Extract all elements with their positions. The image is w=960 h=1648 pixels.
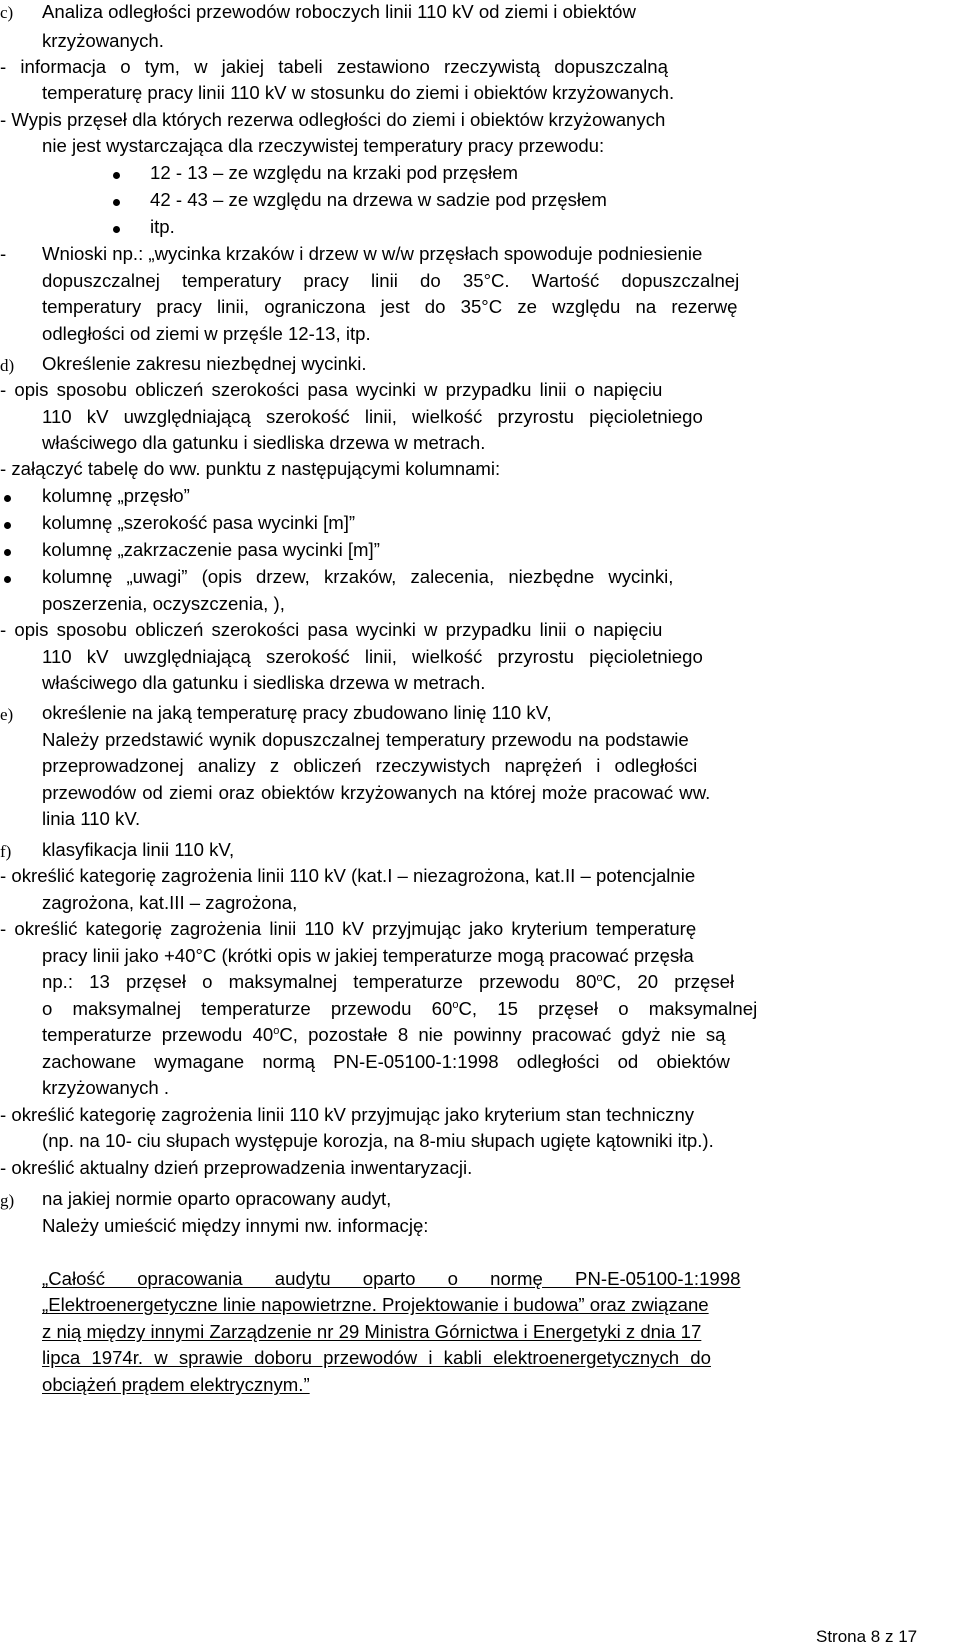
list-item: kolumnę „zakrzaczenie pasa wycinki [m]” [42, 539, 380, 560]
zalaczyc-line: - załączyć tabelę do ww. punktu z następującymi kolumnami: [0, 458, 501, 479]
list-item: itp. [150, 216, 175, 237]
section-g-marker: g) [0, 1191, 15, 1210]
section-d-heading: Określenie zakresu niezbędnej wycinki. [42, 353, 367, 374]
wnioski-dash: - [0, 243, 7, 264]
wnioski-line4: odległości od ziemi w przęśle 12-13, itp. [42, 323, 371, 344]
section-c-heading-line1 [42, 3, 912, 22]
bullet-dot [4, 522, 11, 529]
opis-line2: 110 kV uwzględniającą szerokość linii, wielkość przyrostu pięcioletniego [42, 406, 703, 427]
bullet-dot [4, 576, 11, 583]
kategoria2-line5 [42, 1026, 726, 1045]
opis2-line2: 110 kV uwzględniającą szerokość linii, wielkość przyrostu pięcioletniego [42, 646, 703, 667]
wypis-line2: nie jest wystarczająca dla rzeczywistej temperatury pracy przewodu: [42, 135, 605, 156]
dzien-inwentaryzacji-line: - określić aktualny dzień przeprowadzenia inwentaryzacji. [0, 1157, 473, 1178]
page-number: Strona 8 z 17 [816, 1627, 918, 1646]
section-g-para: Należy umieścić między innymi nw. informację: [42, 1215, 429, 1236]
text-run: C, 20 przęseł [602, 971, 735, 992]
info-line1: - informacja o tym, w jakiej tabeli zestawiono rzeczywistą dopuszczalną [0, 56, 668, 77]
opis2-line1: - opis sposobu obliczeń szerokości pasa wycinki w przypadku linii o napięciu [0, 619, 663, 640]
section-e-heading: określenie na jaką temperaturę pracy zbudowano linię 110 kV, [42, 702, 552, 723]
info-line2: temperaturę pracy linii 110 kV w stosunku do ziemi i obiektów krzyżowanych. [42, 82, 675, 103]
opis-line1: - opis sposobu obliczeń szerokości pasa wycinki w przypadku linii o napięciu [0, 379, 663, 400]
kategoria1-line1: - określić kategorię zagrożenia linii 110 kV (kat.I – niezagrożona, kat.II – potencjalnie [0, 865, 696, 886]
kategoria2-line1: - określić kategorię zagrożenia linii 110 kV przyjmując jako kryterium temperaturę [0, 918, 697, 939]
opis2-line3: właściwego dla gatunku i siedliska drzewa w metrach. [42, 672, 486, 693]
wypis-line1: - Wypis przęseł dla których rezerwa odległości do ziemi i obiektów krzyżowanych [0, 109, 666, 130]
degree-superscript: o [273, 1025, 280, 1037]
section-f-marker: f) [0, 842, 12, 861]
bullet-dot [4, 495, 11, 502]
quote-line2: „Elektroenergetyczne linie napowietrzne. Projektowanie i budowa” oraz związane [42, 1294, 709, 1315]
list-item: 42 - 43 – ze względu na drzewa w sadzie pod przęsłem [150, 189, 607, 210]
degree-superscript: o [452, 999, 459, 1011]
section-c-marker: c) [0, 3, 14, 22]
kategoria2-line4 [42, 1000, 757, 1019]
section-f-heading: klasyfikacja linii 110 kV, [42, 839, 235, 860]
wnioski-line3: temperatury pracy linii, ograniczona jest do 35°C ze względu na rezerwę [42, 296, 738, 317]
kategoria2-line3 [42, 973, 734, 992]
text-run: temperaturze przewodu 40 [42, 1024, 274, 1045]
bullet-dot [113, 172, 120, 179]
section-g-heading: na jakiej normie oparto opracowany audyt, [42, 1188, 392, 1209]
list-item: 12 - 13 – ze względu na krzaki pod przęsłem [150, 162, 518, 183]
quote-line5: obciążeń prądem elektrycznym.” [42, 1374, 310, 1395]
section-c-heading-text: Analiza odległości przewodów roboczych linii 110 kV od ziemi i obiektów [42, 1, 636, 22]
wnioski-line1: Wnioski np.: „wycinka krzaków i drzew w w/w przęsłach spowoduje podniesienie [42, 243, 703, 264]
kategoria3-line2: (np. na 10- ciu słupach występuje korozja, na 8-miu słupach ugięte kątowniki itp.). [42, 1130, 714, 1151]
section-e-para-line1: Należy przedstawić wynik dopuszczalnej temperatury przewodu na podstawie [42, 729, 689, 750]
text-run: np.: 13 przęseł o maksymalnej temperaturze przewodu 80 [42, 971, 597, 992]
text-run: C, pozostałe 8 nie powinny pracować gdyż nie są [279, 1024, 726, 1045]
text-run: C, 15 przęseł o maksymalnej [458, 998, 758, 1019]
section-e-para-line4: linia 110 kV. [42, 808, 141, 829]
quote-line4: lipca 1974r. w sprawie doboru przewodów i kabli elektroenergetycznych do [42, 1347, 711, 1368]
wnioski-line2: dopuszczalnej temperatury pracy linii do 35°C. Wartość dopuszczalnej [42, 270, 740, 291]
kategoria1-line2: zagrożona, kat.III – zagrożona, [42, 892, 298, 913]
section-c-heading-line2: krzyżowanych. [42, 30, 164, 51]
section-e-marker: e) [0, 705, 14, 724]
kategoria2-line2: pracy linii jako +40°C (krótki opis w jakiej temperaturze mogą pracować przęsła [42, 945, 694, 966]
kategoria3-line1: - określić kategorię zagrożenia linii 110 kV przyjmując jako kryterium stan techniczny [0, 1104, 695, 1125]
bullet-dot [113, 226, 120, 233]
list-item: kolumnę „szerokość pasa wycinki [m]” [42, 512, 356, 533]
text-run: o maksymalnej temperaturze przewodu 60 [42, 998, 453, 1019]
list-item: kolumnę „uwagi” (opis drzew, krzaków, zalecenia, niezbędne wycinki, [42, 566, 674, 587]
opis-line3: właściwego dla gatunku i siedliska drzewa w metrach. [42, 432, 486, 453]
section-e-para-line2: przeprowadzonej analizy z obliczeń rzeczywistych naprężeń i odległości [42, 755, 698, 776]
list-item: kolumnę „przęsło” [42, 485, 190, 506]
quote-line3: z nią między innymi Zarządzenie nr 29 Ministra Górnictwa i Energetyki z dnia 17 [42, 1321, 702, 1342]
bullet-dot [4, 549, 11, 556]
kategoria2-line6: zachowane wymagane normą PN-E-05100-1:1998 odległości od obiektów [42, 1051, 730, 1072]
quote-line1: „Całość opracowania audytu oparto o normę PN-E-05100-1:1998 [42, 1268, 741, 1289]
list-item-continuation: poszerzenia, oczyszczenia, ), [42, 593, 285, 614]
section-e-para-line3: przewodów od ziemi oraz obiektów krzyżowanych na której może pracować ww. [42, 782, 711, 803]
bullet-dot [113, 199, 120, 206]
degree-superscript: o [596, 972, 603, 984]
section-d-marker: d) [0, 356, 15, 375]
kategoria2-line7: krzyżowanych . [42, 1077, 170, 1098]
